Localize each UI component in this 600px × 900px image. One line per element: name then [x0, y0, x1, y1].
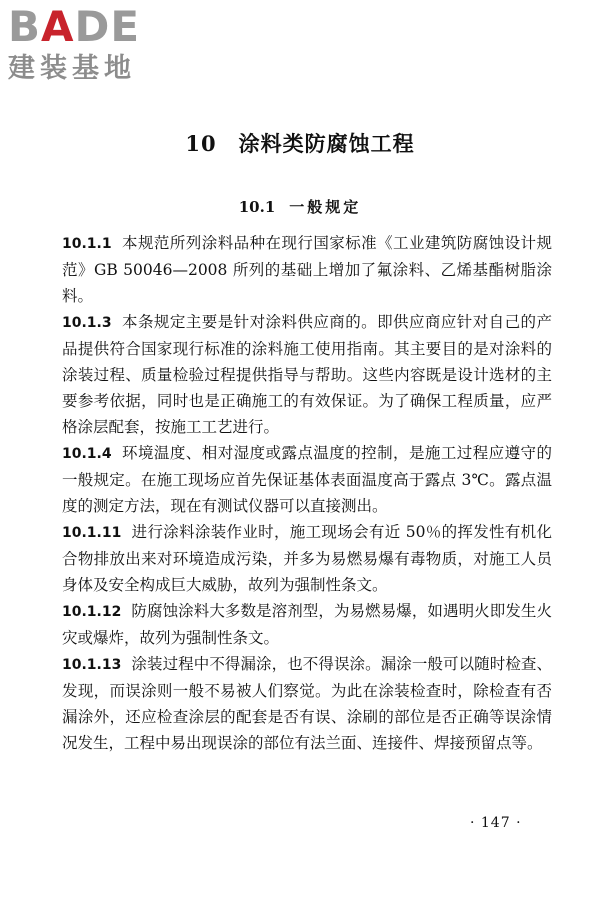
- logo-subtitle: 建装基地: [8, 53, 136, 84]
- clause-text: 防腐蚀涂料大多数是溶剂型，为易燃易爆，如遇明火即发生火灾或爆炸，故列为强制性条文。: [62, 602, 552, 647]
- section-title-text: 一般规定: [289, 198, 362, 216]
- clause-text: 本条规定主要是针对涂料供应商的。即供应商应针对自己的产品提供符合国家现行标准的涂料施工使用指南。其主要目的是对涂料的涂装过程、质量检验过程提供指导与帮助。这些内容既是设计选材的主要参考依据，同时也是正确施工的有效保证。为了确保工程质量，应严格涂层配套，按施工工艺进行。: [62, 313, 552, 436]
- clause-paragraph: [62, 440, 552, 519]
- clause-number: 10.1.3: [62, 315, 112, 331]
- clause-text: 本规范所列涂料品种在现行国家标准《工业建筑防腐蚀设计规范》GB 50046—2008 所列的基础上增加了氟涂料、乙烯基酯树脂涂料。: [62, 234, 552, 305]
- chapter-title: [0, 128, 600, 158]
- clause-paragraph: [62, 230, 552, 309]
- logo-word-part1: B: [8, 2, 42, 51]
- clause-text: 环境温度、相对湿度或露点温度的控制，是施工过程应遵守的一般规定。在施工现场应首先保证基体表面温度高于露点 3℃。露点温度的测定方法，现在有测试仪器可以直接测出。: [62, 444, 552, 515]
- clause-number: 10.1.4: [62, 446, 112, 462]
- clause-text: 涂装过程中不得漏涂，也不得误涂。漏涂一般可以随时检查、发现，而误涂则一般不易被人们察觉。为此在涂装检查时，除检查有否漏涂外，还应检查涂层的配套是否有误、涂刷的部位是否正确等误涂情况发生，工程中易出现误涂的部位有法兰面、连接件、焊接预留点等。: [62, 655, 552, 752]
- logo-wordmark: [8, 2, 178, 51]
- chapter-number: 10: [185, 131, 217, 156]
- bade-logo: [8, 2, 178, 90]
- chapter-title-text: 涂料类防腐蚀工程: [238, 131, 415, 156]
- page-number: · 147 ·: [470, 815, 522, 831]
- clause-paragraph: [62, 598, 552, 651]
- clause-paragraph: [62, 309, 552, 440]
- clause-paragraph: [62, 519, 552, 598]
- section-number: 10.1: [238, 198, 276, 216]
- clause-number: 10.1.13: [62, 657, 122, 673]
- clause-number: 10.1.11: [62, 525, 122, 541]
- clause-number: 10.1.1: [62, 236, 112, 252]
- body-text: [62, 230, 552, 756]
- clause-number: 10.1.12: [62, 604, 122, 620]
- logo-word-part2: DE: [74, 2, 141, 51]
- clause-text: 进行涂料涂装作业时，施工现场会有近 50％的挥发性有机化合物排放出来对环境造成污染，并多为易燃易爆有毒物质，对施工人员身体及安全构成巨大威胁，故列为强制性条文。: [62, 523, 552, 594]
- section-title: [0, 196, 600, 217]
- logo-word-accent: A: [41, 2, 75, 51]
- clause-paragraph: [62, 651, 552, 756]
